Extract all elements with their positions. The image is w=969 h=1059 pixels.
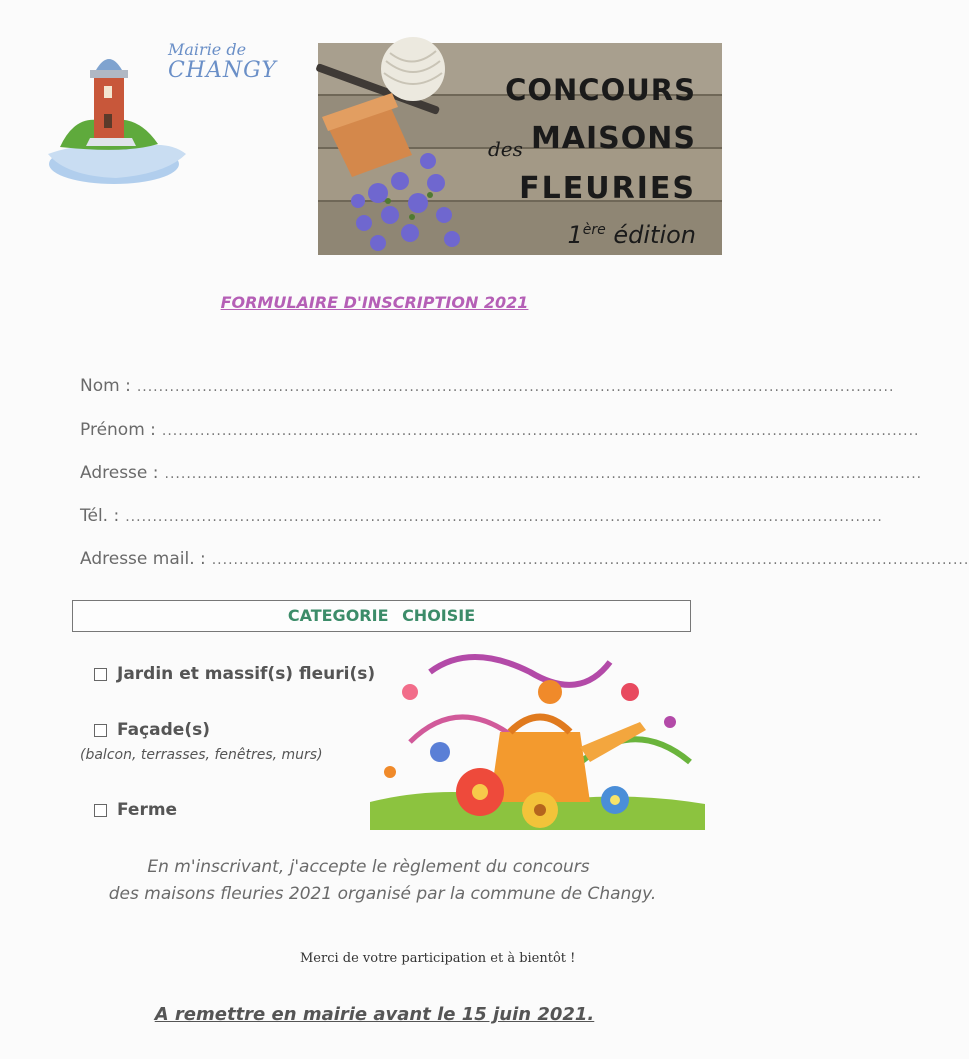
field-tel[interactable] xyxy=(80,506,883,526)
banner-title-des: des xyxy=(488,137,523,161)
logo-text-mairie-de: Mairie de xyxy=(168,40,247,59)
field-adresse[interactable] xyxy=(80,463,923,483)
field-label-prenom: Prénom : xyxy=(80,420,156,440)
field-dotted-line: ........................................................................................................................................... xyxy=(211,552,969,568)
option-label-ferme: Ferme xyxy=(117,800,178,820)
field-mail[interactable] xyxy=(80,549,969,569)
field-dotted-line: ........................................................................................................................................... xyxy=(164,466,923,482)
option-label-facade: Façade(s) xyxy=(117,720,210,740)
field-label-mail: Adresse mail. : xyxy=(80,549,206,569)
checkbox-ferme[interactable] xyxy=(94,804,107,817)
acceptance-line-1: En m'inscrivant, j'accepte le règlement du concours xyxy=(147,857,590,877)
banner-title-maisons: MAISONS xyxy=(530,121,696,156)
option-jardin[interactable] xyxy=(94,664,375,684)
checkbox-jardin[interactable] xyxy=(94,668,107,681)
flowers-watering-can-illustration xyxy=(370,652,705,830)
edition-word: édition xyxy=(613,221,696,249)
edition-superscript: ère xyxy=(582,222,606,238)
logo-text-changy: CHANGY xyxy=(168,58,277,83)
option-facade-note: (balcon, terrasses, fenêtres, murs) xyxy=(80,747,323,763)
option-facade[interactable] xyxy=(94,720,210,740)
field-dotted-line: ........................................................................................................................................... xyxy=(161,423,920,439)
edition-number: 1 xyxy=(567,221,583,249)
field-dotted-line: ........................................................................................................................................... xyxy=(125,509,883,525)
contest-banner xyxy=(318,43,722,255)
field-label-tel: Tél. : xyxy=(80,506,120,526)
form-title: FORMULAIRE D'INSCRIPTION 2021 xyxy=(220,293,529,312)
field-dotted-line: ........................................................................................................................................... xyxy=(136,379,895,395)
field-nom[interactable] xyxy=(80,376,895,396)
banner-title-concours: CONCOURS xyxy=(505,73,696,107)
banner-title-fleuries: FLEURIES xyxy=(519,171,696,206)
thanks-message: Merci de votre participation et à bientôt ! xyxy=(300,951,576,966)
field-label-nom: Nom : xyxy=(80,376,131,396)
banner-edition xyxy=(567,221,696,249)
checkbox-facade[interactable] xyxy=(94,724,107,737)
field-label-adresse: Adresse : xyxy=(80,463,159,483)
option-label-jardin: Jardin et massif(s) fleuri(s) xyxy=(117,664,376,684)
category-title: CATEGORIE CHOISIE xyxy=(287,606,476,625)
deadline-notice: A remettre en mairie avant le 15 juin 2021. xyxy=(154,1004,595,1025)
acceptance-line-2: des maisons fleuries 2021 organisé par la commune de Changy. xyxy=(108,884,657,904)
option-ferme[interactable] xyxy=(94,800,177,820)
field-prenom[interactable] xyxy=(80,420,920,440)
